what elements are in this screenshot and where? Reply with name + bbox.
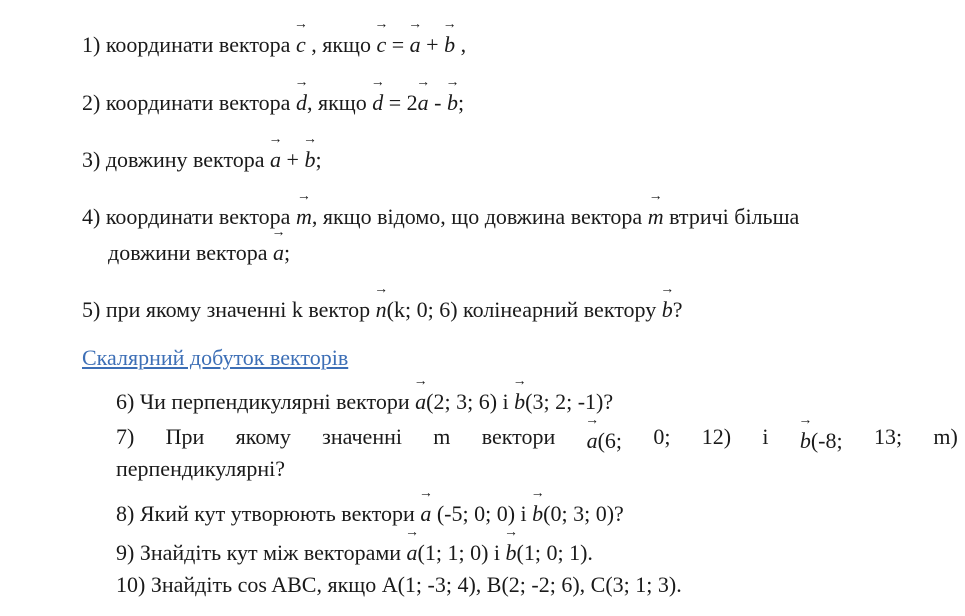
vector-d: → d	[296, 86, 307, 116]
task-10-text: 10) Знайдіть cos ABC, якщо A(1; -3; 4), B(2; -2; 6), C(3; 1; 3).	[116, 572, 682, 597]
vector-a: → a	[418, 86, 429, 116]
task-3-text-b: +	[281, 147, 305, 172]
task-3-text-c: ;	[315, 147, 322, 172]
task-6-text-a: 6) Чи перпендикулярні вектори	[116, 389, 416, 414]
vector-a: → a	[407, 536, 418, 566]
task-4-text-l2b: ;	[283, 240, 291, 265]
vector-b: → b	[662, 293, 673, 323]
task-9	[116, 536, 593, 566]
vector-b: → b	[304, 143, 315, 173]
task-7-vec-b-group	[800, 424, 843, 454]
task-7-w6: вектори	[481, 424, 556, 449]
task-5-text-c: ?	[672, 297, 683, 322]
task-7-w4: значенні	[322, 424, 402, 449]
task-4-text-l2a: довжини вектора	[108, 240, 273, 265]
task-2-text-a: 2) координати вектора	[82, 90, 296, 115]
section-heading	[82, 345, 348, 371]
vector-a: → a	[410, 28, 421, 58]
task-9-text-a: 9) Знайдіть кут між векторами	[116, 540, 407, 565]
vector-b: → b	[447, 86, 458, 116]
task-7-w9: 12)	[701, 424, 732, 449]
task-7-w1: 7)	[116, 424, 135, 449]
task-5-text-a: 5) при якому значенні k вектор	[82, 297, 376, 322]
vector-b: → b	[444, 28, 455, 58]
task-6	[116, 385, 613, 415]
task-1-text-e: ,	[455, 32, 467, 57]
task-1-text-c: =	[386, 32, 410, 57]
vector-m: → m	[296, 200, 312, 230]
task-8-text-a: 8) Який кут утворюють вектори	[116, 501, 421, 526]
task-8	[116, 497, 624, 527]
task-8-text-c: (0; 3; 0)?	[543, 501, 624, 526]
vector-c: → c	[376, 28, 386, 58]
task-7-w3: якому	[235, 424, 291, 449]
vector-n: → n	[376, 293, 387, 323]
task-4-line-2	[108, 236, 290, 266]
vector-a: → a	[415, 385, 426, 415]
task-1-text-a: 1) координати вектора	[82, 32, 296, 57]
task-7-l2: перпендикулярні?	[116, 456, 285, 481]
vector-d: → d	[372, 86, 383, 116]
task-9-text-c: (1; 0; 1).	[516, 540, 593, 565]
vector-b: → b	[506, 536, 517, 566]
task-3-text-a: 3) довжину вектора	[82, 147, 271, 172]
vector-b: → b	[532, 497, 543, 527]
task-7-w13: m)	[933, 424, 958, 449]
vector-b: → b	[514, 385, 525, 415]
task-7-w8: 0;	[653, 424, 671, 449]
task-4	[82, 200, 799, 230]
task-5-text-b: (k; 0; 6) колінеарний вектору	[386, 297, 662, 322]
vector-m: → m	[648, 200, 664, 230]
task-2-text-c: = 2	[383, 90, 418, 115]
task-4-text-b: , якщо відомо, що довжина вектора	[311, 204, 648, 229]
task-7	[116, 424, 958, 454]
vector-a: → a	[270, 143, 281, 173]
task-5	[82, 293, 683, 323]
task-7-w12: 13;	[873, 424, 903, 449]
task-7-w7: (6;	[597, 428, 623, 453]
task-9-text-b: (1; 1; 0) і	[417, 540, 506, 565]
task-7-w10: і	[762, 424, 769, 449]
task-7-vec-a-group	[587, 424, 622, 454]
task-2	[82, 86, 464, 116]
task-2-text-e: ;	[457, 90, 465, 115]
task-7-w11: (-8;	[810, 428, 843, 453]
task-3	[82, 143, 322, 173]
task-1-text-d: +	[420, 32, 445, 57]
task-4-text-a: 4) координати вектора	[82, 204, 296, 229]
vector-a: → a	[273, 236, 284, 266]
task-2-text-d: -	[428, 90, 447, 115]
task-4-text-c: втричі більша	[663, 204, 800, 229]
vector-c: → c	[296, 28, 306, 58]
vector-a: → a	[587, 424, 598, 454]
task-10	[116, 572, 682, 598]
task-7-line-2	[116, 456, 285, 482]
task-7-w5: m	[433, 424, 451, 449]
scalar-product-link[interactable]: Скалярний добуток векторів	[82, 345, 349, 370]
task-7-w2: При	[165, 424, 205, 449]
task-6-text-c: (3; 2; -1)?	[525, 389, 614, 414]
vector-b: → b	[800, 424, 811, 454]
task-8-text-b: (-5; 0; 0) і	[431, 501, 533, 526]
task-1	[82, 28, 466, 58]
task-6-text-b: (2; 3; 6) і	[426, 389, 515, 414]
task-2-text-b: , якщо	[306, 90, 373, 115]
task-1-text-b: , якщо	[305, 32, 377, 57]
vector-a: → a	[420, 497, 431, 527]
